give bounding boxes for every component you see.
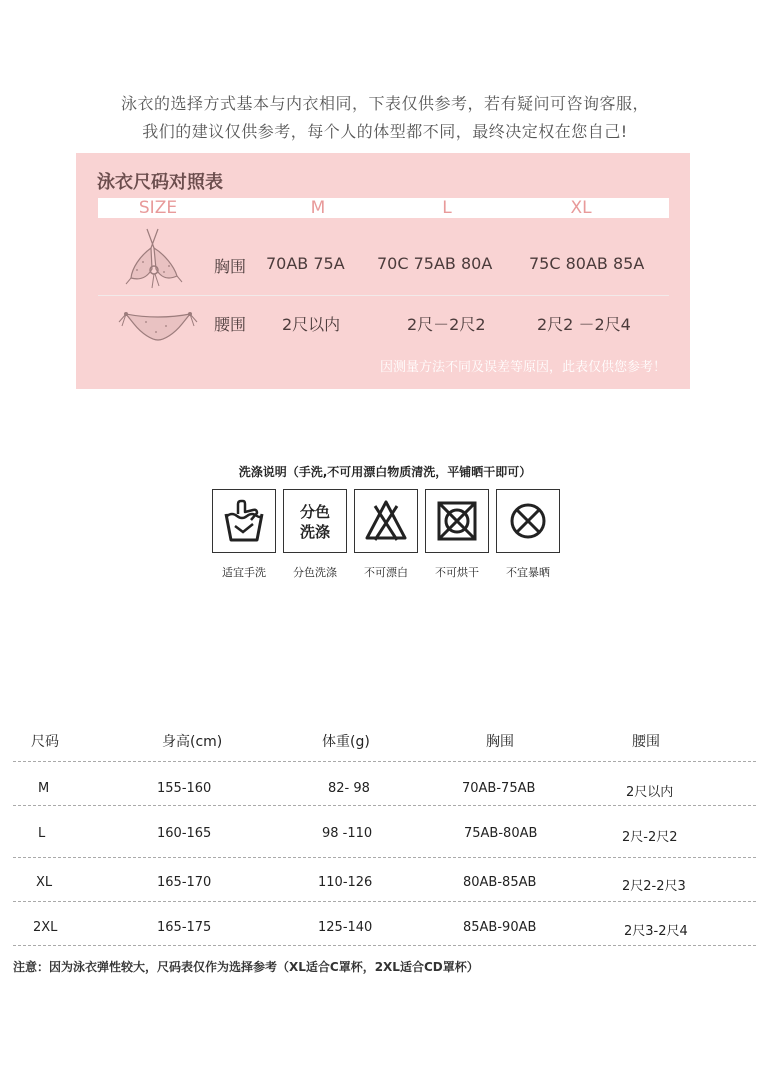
wash-item-no-tumble	[425, 489, 489, 553]
table-cell-height: 155-160	[157, 781, 212, 796]
hand-wash-icon	[213, 490, 275, 552]
size-chart-note: 因测量方法不同及误差等原因，此表仅供您参考！	[379, 360, 666, 375]
table-header-height: 身高(cm)	[162, 734, 223, 750]
intro-line-1: 泳衣的选择方式基本与内衣相同，下表仅供参考，若有疑问可咨询客服，	[120, 94, 649, 113]
table-divider	[13, 945, 756, 946]
table-cell-chest: 75AB-80AB	[464, 826, 538, 841]
size-chart-divider	[98, 295, 669, 296]
size-header-l: L	[442, 198, 452, 218]
chest-m-value: 70AB 75A	[266, 254, 345, 273]
table-footnote: 注意：因为泳衣弹性较大，尺码表仅作为选择参考（XL适合C罩杯，2XL适合CD罩杯）	[13, 960, 479, 974]
wash-item-separate	[283, 489, 347, 553]
no-sun-dry-icon	[497, 490, 559, 552]
wash-label-no-sun: 不宜暴晒	[506, 566, 550, 579]
waist-l-value: 2尺－2尺2	[407, 315, 486, 334]
size-chart-title: 泳衣尺码对照表	[97, 172, 223, 193]
table-cell-chest: 80AB-85AB	[463, 875, 537, 890]
size-header-xl: XL	[570, 198, 592, 218]
separate-wash-text-1: 分色	[299, 503, 331, 521]
table-header-chest: 胸围	[486, 734, 514, 750]
table-cell-size: L	[38, 826, 46, 841]
table-header-weight: 体重(g)	[322, 734, 370, 750]
no-tumble-dry-icon	[426, 490, 488, 552]
table-cell-chest: 85AB-90AB	[463, 920, 537, 935]
no-bleach-icon	[355, 490, 417, 552]
table-cell-height: 160-165	[157, 826, 212, 841]
table-cell-waist: 2尺以内	[626, 785, 674, 800]
row-label-chest: 胸围	[214, 257, 247, 276]
table-divider	[13, 857, 756, 858]
table-cell-weight: 125-140	[318, 920, 373, 935]
table-divider	[13, 901, 756, 902]
table-cell-height: 165-170	[157, 875, 212, 890]
wash-label-separate: 分色洗涤	[293, 566, 337, 579]
intro-line-2: 我们的建议仅供参考，每个人的体型都不同，最终决定权在您自己!	[142, 122, 628, 141]
table-cell-waist: 2尺3-2尺4	[624, 924, 688, 939]
wash-title: 洗涤说明（手洗,不可用漂白物质清洗，平铺晒干即可）	[238, 465, 532, 479]
size-header-m: M	[310, 198, 326, 218]
table-cell-size: XL	[36, 875, 53, 890]
separate-wash-icon	[284, 490, 346, 552]
chest-l-value: 70C 75AB 80A	[377, 254, 493, 273]
table-divider	[13, 761, 756, 762]
row-label-waist: 腰围	[214, 315, 247, 334]
bikini-bottom-icon	[116, 304, 200, 344]
table-cell-weight: 82- 98	[328, 781, 370, 796]
waist-xl-value: 2尺2 －2尺4	[537, 315, 631, 334]
table-divider	[13, 805, 756, 806]
table-cell-weight: 110-126	[318, 875, 373, 890]
table-header-waist: 腰围	[632, 734, 660, 750]
wash-label-hand-wash: 适宜手洗	[222, 566, 266, 579]
wash-label-no-bleach: 不可漂白	[364, 566, 408, 579]
table-cell-weight: 98 -110	[322, 826, 373, 841]
wash-item-hand-wash	[212, 489, 276, 553]
chest-xl-value: 75C 80AB 85A	[529, 254, 645, 273]
table-header-size: 尺码	[31, 734, 59, 750]
table-cell-size: M	[38, 781, 50, 796]
table-cell-chest: 70AB-75AB	[462, 781, 536, 796]
wash-item-no-bleach	[354, 489, 418, 553]
separate-wash-text-2: 洗涤	[299, 523, 331, 541]
table-cell-size: 2XL	[33, 920, 58, 935]
table-cell-waist: 2尺-2尺2	[622, 830, 678, 845]
table-cell-height: 165-175	[157, 920, 212, 935]
wash-label-no-tumble: 不可烘干	[435, 566, 479, 579]
wash-item-no-sun	[496, 489, 560, 553]
size-header-size: SIZE	[138, 198, 178, 218]
bikini-top-icon	[124, 226, 188, 292]
table-cell-waist: 2尺2-2尺3	[622, 879, 686, 894]
waist-m-value: 2尺以内	[282, 315, 341, 334]
